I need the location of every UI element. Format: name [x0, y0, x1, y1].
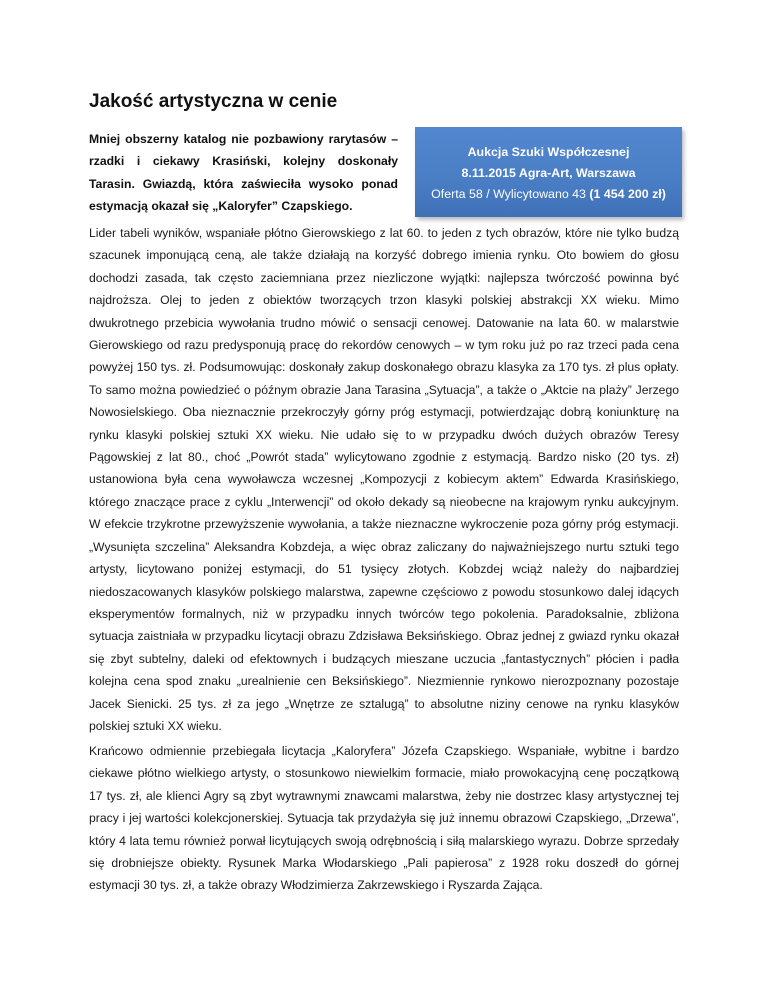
auction-name: Aukcja Szuki Współczesnej	[467, 145, 630, 159]
article-title: Jakość artystyczna w cenie	[89, 91, 338, 112]
article-lead: Mniej obszerny katalog nie pozbawiony rarytasów – rzadki i ciekawy Krasiński, kolejny doskonały Tarasin. Gwiazdą, która zaświeciła wysoko ponad estymacją okazał się „Kaloryfer” Czapskiego.	[89, 132, 398, 214]
article-paragraph-2: Krańcowo odmiennie przebiegała licytacja „Kaloryfera” Józefa Czapskiego. Wspaniałe, wybitne i bardzo ciekawe płótno wielkiego artysty, o stosunkowo niewielkim formacie, miało prowokacyjną cenę początkową 17 tys. zł, ale klienci Agry są zbyt wytrawnymi znawcami malarstwa, żeby nie dostrzec klasy artystycznej tej pracy i jej wartości kolekcjonerskiej. Sytuacja tak przydażyła się już innemu obrazowi Czapskiego, „Drzewa”, który 4 lata temu również porwał licytujących swoją odrębnością i siłą malarskiego wyrazu. Dobrze sprzedały się drobniejsze obiekty. Rysunek Marka Włodarskiego „Pali papierosa” z 1928 roku doszedł do górnej estymacji 30 tys. zł, a także obrazy Włodzimierza Zakrzewskiego i Ryszarda Zająca.	[89, 744, 679, 893]
auction-date-place: 8.11.2015 Agra-Art, Warszawa	[461, 166, 636, 180]
article-paragraph-1: Lider tabeli wyników, wspaniałe płótno Gierowskiego z lat 60. to jeden z tych obrazów, które nie tylko budzą szacunek imponującą ceną, ale także działają na korzyść dobrego imienia rynku. Oto bowiem do głosu dochodzi zasada, tak często zaciemniana przez niezliczone wyjątki: najlepsza twórczość powinna być najdroższa. Olej to jeden z obiektów tworzących trzon klasyki polskiej abstrakcji XX wieku. Mimo dwukrotnego przebicia wywołania trudno mówić o sensacji cenowej. Datowanie na lata 60. w malarstwie Gierowskiego od razu predysponują pracę do rekordów cenowych – w tym roku już po raz trzeci pada cena powyżej 150 tys. zł. Podsumowując: doskonały zakup doskonałego obrazu klasyka za 170 tys. zł plus opłaty. To samo można powiedzieć o późnym obrazie Jana Tarasina „Sytuacja”, a także o „Aktcie na plaży” Jerzego Nowosielskiego. Oba nieznacznie przekroczyły górny próg estymacji, potwierdzając dobrą koniunkturę na rynku klasyki polskiej sztuki XX wieku. Nie udało się to w przypadku dwóch dużych obrazów Teresy Pągowskiej z lat 80., choć „Powrót stada” wylicytowano zgodnie z estymacją. Bardzo nisko (20 tys. zł) ustanowiona była cena wywoławcza wczesnej „Kompozycji z kobiecym aktem” Edwarda Krasińskiego, którego znaczące prace z cyklu „Interwencji” od około dekady są nieobecne na krajowym rynku aukcyjnym. W efekcie trzykrotne przewyższenie wywołania, a także nieznaczne wykroczenie poza górny próg estymacji. „Wysunięta szczelina” Aleksandra Kobzdeja, a więc obraz zaliczany do najważniejszego nurtu sztuki tego artysty, licytowano poniżej estymacji, do 51 tysięcy złotych. Kobzdej wciąż należy do najbardziej niedoszacowanych klasyków polskiego malarstwa, zapewne częściowo z powodu stosunkowo dalej idących eksperymentów formalnych, niż w przypadku innych twórców tego pokolenia. Paradoksalnie, zbliżona sytuacja zaistniała w przypadku licytacji obrazu Zdzisława Beksińskiego. Obraz jednej z gwiazd rynku okazał się zbyt subtelny, daleki od efektownych i budzących mieszane uczucia „fantastycznych” płócien i padła kolejna cena spod znaku „urealnienie cen Beksińskiego”. Niezmiennie rynkowo nierozpoznany pozostaje Jacek Sienicki. 25 tys. zł za jego „Wnętrze ze sztalugą” to absolutne niziny cenowe na rynku klasyków polskiej sztuki XX wieku.	[89, 226, 679, 733]
auction-info-box	[415, 127, 682, 217]
auction-total: (1 454 200 zł)	[589, 187, 666, 201]
auction-offer-count: Oferta 58 / Wylicytowano 43	[431, 187, 590, 201]
auction-offer-summary	[415, 184, 682, 205]
